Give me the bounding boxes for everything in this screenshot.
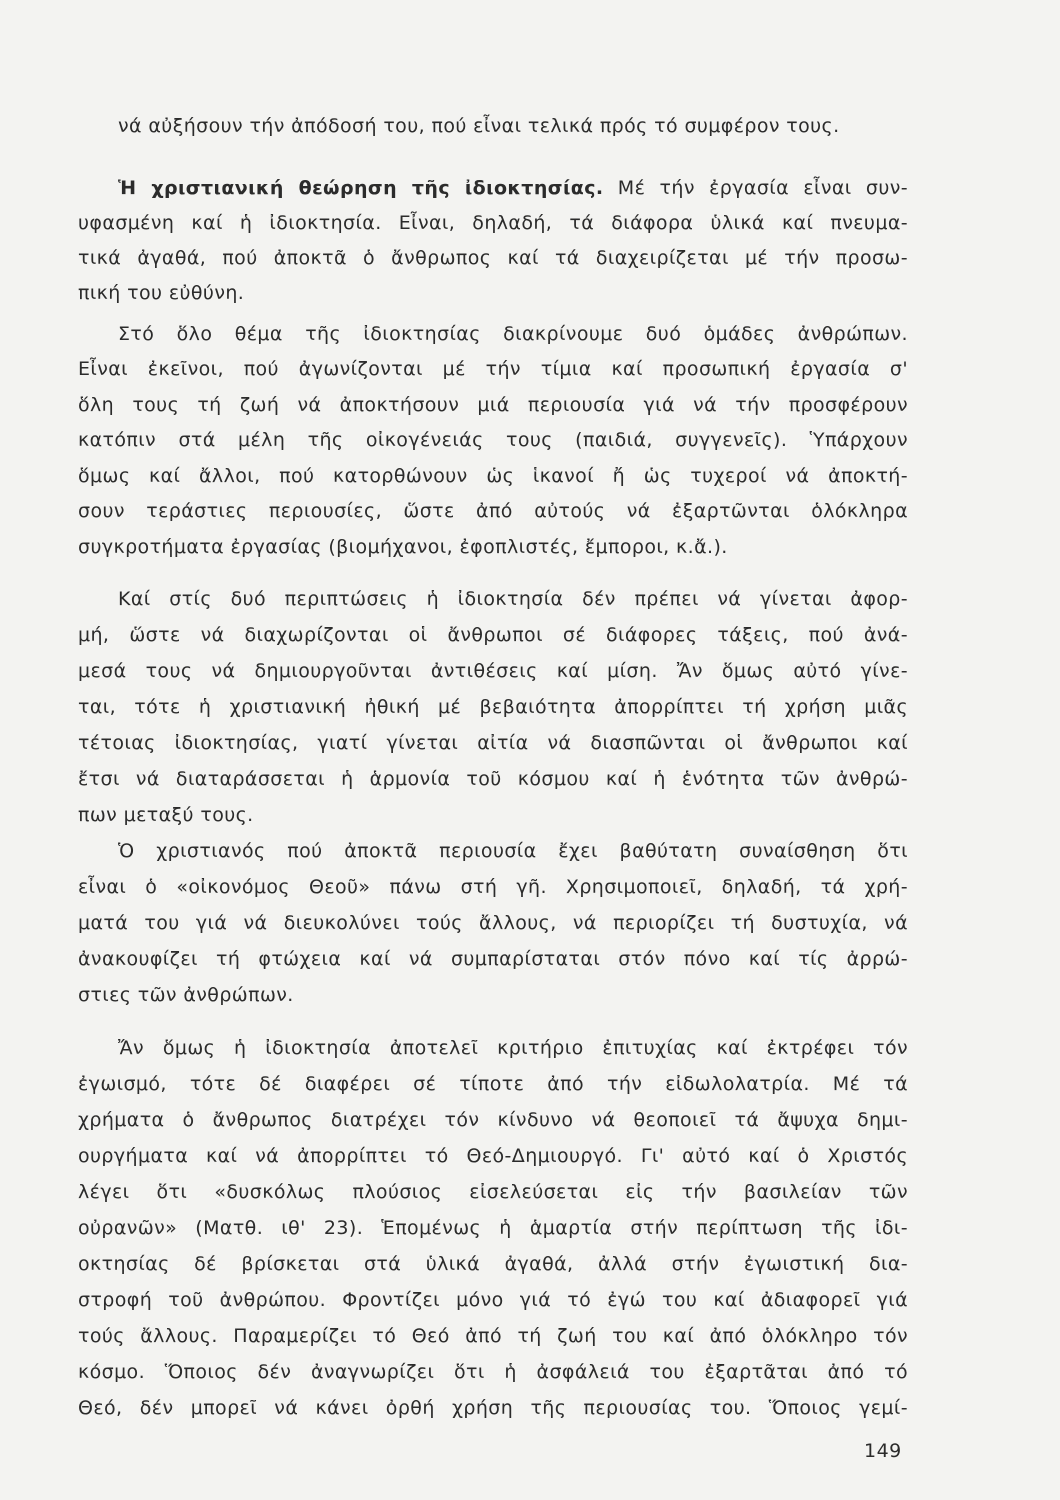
text-line: ὅμως καί ἄλλοι, πού κατορθώνουν ὡς ἱκανοί ἤ ὡς τυχεροί νά ἀποκτή-: [78, 465, 908, 487]
text-line: χρήματα ὁ ἄνθρωπος διατρέχει τόν κίνδυνο νά θεοποιεῖ τά ἄψυχα δημι-: [78, 1109, 908, 1131]
text-line: ἔτσι νά διαταράσσεται ἡ ἁρμονία τοῦ κόσμου καί ἡ ἑνότητα τῶν ἀνθρώ-: [78, 768, 908, 790]
text-line: οκτησίας δέ βρίσκεται στά ὑλικά ἀγαθά, ἀλλά στήν ἐγωιστική δια-: [78, 1253, 908, 1275]
heading-continuation: Μέ τήν ἐργασία εἶναι συν-: [603, 177, 908, 199]
text-line: Καί στίς δυό περιπτώσεις ἡ ἰδιοκτησία δέν πρέπει νά γίνεται ἀφορ-: [118, 588, 908, 610]
text-line: υφασμένη καί ἡ ἰδιοκτησία. Εἶναι, δηλαδή, τά διάφορα ὑλικά καί πνευμα-: [78, 212, 908, 234]
text-line: ἐγωισμό, τότε δέ διαφέρει σέ τίποτε ἀπό τήν εἰδωλολατρία. Μέ τά: [78, 1073, 908, 1095]
text-line: λέγει ὅτι «δυσκόλως πλούσιος εἰσελεύσεται εἰς τήν βασιλείαν τῶν: [78, 1181, 908, 1203]
text-line: κατόπιν στά μέλη τῆς οἰκογένειάς τους (παιδιά, συγγενεῖς). Ὑπάρχουν: [78, 429, 908, 451]
text-line: εἶναι ὁ «οἰκονόμος Θεοῦ» πάνω στή γῆ. Χρησιμοποιεῖ, δηλαδή, τά χρή-: [78, 876, 908, 898]
text-line: ται, τότε ἡ χριστιανική ἠθική μέ βεβαιότητα ἀπορρίπτει τή χρήση μιᾶς: [78, 696, 908, 718]
text-line: νά αὐξήσουν τήν ἀπόδοσή του, πού εἶναι τελικά πρός τό συμφέρον τους.: [118, 115, 840, 137]
text-line: στροφή τοῦ ἀνθρώπου. Φροντίζει μόνο γιά τό ἐγώ του καί ἀδιαφορεῖ γιά: [78, 1289, 908, 1311]
text-line: συγκροτήματα ἐργασίας (βιομήχανοι, ἐφοπλιστές, ἔμποροι, κ.ἄ.).: [78, 536, 728, 558]
text-line: στιες τῶν ἀνθρώπων.: [78, 984, 294, 1006]
text-line: ἀνακουφίζει τή φτώχεια καί νά συμπαρίσταται στόν πόνο καί τίς ἀρρώ-: [78, 948, 908, 970]
text-line: Ἄν ὅμως ἡ ἰδιοκτησία ἀποτελεῖ κριτήριο ἐπιτυχίας καί ἐκτρέφει τόν: [118, 1037, 908, 1059]
text-line: Ὁ χριστιανός πού ἀποκτᾶ περιουσία ἔχει βαθύτατη συναίσθηση ὅτι: [118, 840, 908, 862]
text-line: [118, 172, 908, 204]
text-line: μή, ὥστε νά διαχωρίζονται οἱ ἄνθρωποι σέ διάφορες τάξεις, πού ἀνά-: [78, 624, 908, 646]
text-line: Εἶναι ἐκεῖνοι, πού ἀγωνίζονται μέ τήν τίμια καί προσωπική ἐργασία σ': [78, 358, 908, 380]
text-line: οὐρανῶν» (Ματθ. ιθ' 23). Ἑπομένως ἡ ἁμαρτία στήν περίπτωση τῆς ἰδι-: [78, 1217, 908, 1239]
text-line: μεσά τους νά δημιουργοῦνται ἀντιθέσεις καί μίση. Ἄν ὅμως αὐτό γίνε-: [78, 660, 908, 682]
text-line: Θεό, δέν μπορεῖ νά κάνει ὀρθή χρήση τῆς περιουσίας του. Ὅποιος γεμί-: [78, 1397, 908, 1419]
text-line: κόσμο. Ὅποιος δέν ἀναγνωρίζει ὅτι ἡ ἀσφάλειά του ἐξαρτᾶται ἀπό τό: [78, 1361, 908, 1383]
text-line: τέτοιας ἰδιοκτησίας, γιατί γίνεται αἰτία νά διασπῶνται οἱ ἄνθρωποι καί: [78, 732, 908, 754]
text-line: ουργήματα καί νά ἀπορρίπτει τό Θεό-Δημιουργό. Γι' αὐτό καί ὁ Χριστός: [78, 1145, 908, 1167]
text-line: πων μεταξύ τους.: [78, 804, 254, 826]
text-line: τούς ἄλλους. Παραμερίζει τό Θεό ἀπό τή ζωή του καί ἀπό ὁλόκληρο τόν: [78, 1325, 908, 1347]
page-number: 149: [864, 1440, 902, 1462]
text-line: σουν τεράστιες περιουσίες, ὥστε ἀπό αὐτούς νά ἐξαρτῶνται ὁλόκληρα: [78, 500, 908, 522]
section-heading: Ἡ χριστιανική θεώρηση τῆς ἰδιοκτησίας.: [118, 177, 604, 199]
text-line: τικά ἀγαθά, πού ἀποκτᾶ ὁ ἄνθρωπος καί τά διαχειρίζεται μέ τήν προσω-: [78, 247, 908, 269]
text-line: ὅλη τους τή ζωή νά ἀποκτήσουν μιά περιουσία γιά νά τήν προσφέρουν: [78, 394, 908, 416]
text-line: ματά του γιά νά διευκολύνει τούς ἄλλους, νά περιορίζει τή δυστυχία, νά: [78, 912, 908, 934]
text-line: Στό ὅλο θέμα τῆς ἰδιοκτησίας διακρίνουμε δυό ὁμάδες ἀνθρώπων.: [118, 323, 908, 345]
text-line: πική του εὐθύνη.: [78, 282, 245, 304]
